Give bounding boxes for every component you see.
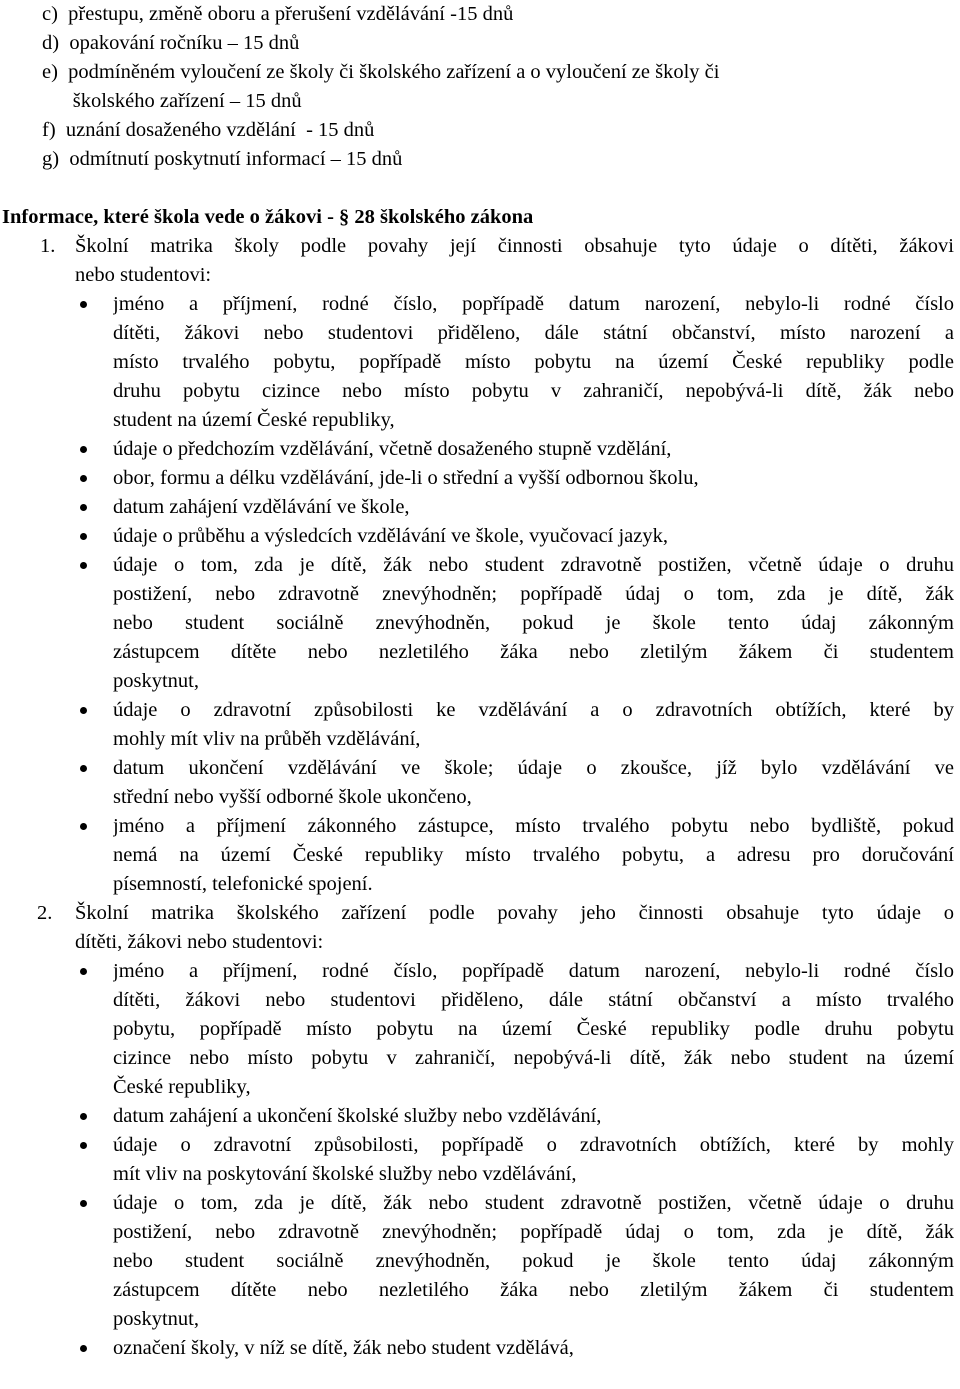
list-item-line: datum zahájení vzdělávání ve škole, — [113, 496, 410, 518]
list-item-line: mít vliv na poskytování školské služby nebo vzdělávání, — [113, 1163, 577, 1185]
paragraph-line: Školní matrika školského zařízení podle povahy jeho činnosti obsahuje tyto údaje o — [75, 902, 954, 924]
list-item-line: postižení, nebo zdravotně znevýhodněn; popřípadě údaj o tom, zda je dítě, žák — [113, 583, 954, 605]
list-item-line: údaje o zdravotní způsobilosti, popřípadě o zdravotních obtížích, které by mohly — [113, 1134, 954, 1156]
list-item-line: zástupcem dítěte nebo nezletilého žáka nebo zletilým žákem či studentem — [113, 1279, 954, 1301]
bullet-icon — [80, 1200, 87, 1207]
section-number: 1. — [40, 235, 56, 257]
list-item-line: údaje o předchozím vzdělávání, včetně dosaženého stupně vzdělání, — [113, 438, 672, 460]
paragraph-line: dítěti, žákovi nebo studentovi: — [75, 931, 324, 953]
list-item-line: nemá na území České republiky místo trvalého pobytu, a adresu pro doručování — [113, 844, 954, 866]
list-item-line: druhu pobytu cizince nebo místo pobytu v zahraničí, nepobývá-li dítě, žák nebo — [113, 380, 954, 402]
list-item-line: dítěti, žákovi nebo studentovi přiděleno, dále státní občanství, místo narození a — [113, 322, 954, 344]
list-item-line: dítěti, žákovi nebo studentovi přiděleno, dále státní občanství a místo trvalého — [113, 989, 954, 1011]
list-item-line: střední nebo vyšší odborné škole ukončeno, — [113, 786, 472, 808]
list-item: c) přestupu, změně oboru a přerušení vzdělávání -15 dnů — [42, 3, 514, 25]
bullet-icon — [80, 562, 87, 569]
list-item-line: poskytnut, — [113, 670, 199, 692]
list-item-line: jméno a příjmení zákonného zástupce, místo trvalého pobytu nebo bydliště, pokud — [113, 815, 954, 837]
list-item-line: poskytnut, — [113, 1308, 199, 1330]
list-item-line: student na území České republiky, — [113, 409, 395, 431]
list-item-line: datum ukončení vzdělávání ve škole; údaje o zkoušce, jíž bylo vzdělávání ve — [113, 757, 954, 779]
list-item-line: písemností, telefonické spojení. — [113, 873, 373, 895]
list-item: f) uznání dosaženého vzdělání - 15 dnů — [42, 119, 375, 141]
bullet-icon — [80, 1113, 87, 1120]
bullet-icon — [80, 301, 87, 308]
list-item-line: místo trvalého pobytu, popřípadě místo pobytu na území České republiky podle — [113, 351, 954, 373]
bullet-icon — [80, 533, 87, 540]
list-item: g) odmítnutí poskytnutí informací – 15 dnů — [42, 148, 403, 170]
section-number: 2. — [37, 902, 53, 924]
list-item-line: údaje o tom, zda je dítě, žák nebo student zdravotně postižen, včetně údaje o druhu — [113, 554, 954, 576]
list-item-line: nebo student sociálně znevýhodněn, pokud je škole tento údaj zákonným — [113, 1250, 954, 1272]
list-item: e) podmíněném vyloučení ze školy či školského zařízení a o vyloučení ze školy či — [42, 61, 720, 83]
list-item-line: cizince nebo místo pobytu v zahraničí, nepobývá-li dítě, žák nebo student na území — [113, 1047, 954, 1069]
list-item: d) opakování ročníku – 15 dnů — [42, 32, 300, 54]
bullet-icon — [80, 1142, 87, 1149]
list-item-line: údaje o zdravotní způsobilosti ke vzdělávání a o zdravotních obtížích, které by — [113, 699, 954, 721]
bullet-icon — [80, 446, 87, 453]
bullet-icon — [80, 707, 87, 714]
paragraph-line: Školní matrika školy podle povahy její činnosti obsahuje tyto údaje o dítěti, žákovi — [75, 235, 954, 257]
paragraph-line: nebo studentovi: — [75, 264, 212, 286]
bullet-icon — [80, 1345, 87, 1352]
list-item-line: pobytu, popřípadě místo pobytu na území České republiky podle druhu pobytu — [113, 1018, 954, 1040]
list-item-line: postižení, nebo zdravotně znevýhodněn; popřípadě údaj o tom, zda je dítě, žák — [113, 1221, 954, 1243]
bullet-icon — [80, 823, 87, 830]
list-item: školského zařízení – 15 dnů — [42, 90, 302, 112]
list-item-line: jméno a příjmení, rodné číslo, popřípadě datum narození, nebylo-li rodné číslo — [113, 293, 954, 315]
list-item-line: jméno a příjmení, rodné číslo, popřípadě datum narození, nebylo-li rodné číslo — [113, 960, 954, 982]
bullet-icon — [80, 504, 87, 511]
list-item-line: mohly mít vliv na průběh vzdělávání, — [113, 728, 421, 750]
list-item-line: obor, formu a délku vzdělávání, jde-li o střední a vyšší odbornou školu, — [113, 467, 699, 489]
bullet-icon — [80, 475, 87, 482]
list-item-line: údaje o tom, zda je dítě, žák nebo student zdravotně postižen, včetně údaje o druhu — [113, 1192, 954, 1214]
list-item-line: České republiky, — [113, 1076, 251, 1098]
list-item-line: označení školy, v níž se dítě, žák nebo student vzdělává, — [113, 1337, 574, 1359]
list-item-line: datum zahájení a ukončení školské služby nebo vzdělávání, — [113, 1105, 602, 1127]
list-item-line: zástupcem dítěte nebo nezletilého žáka nebo zletilým žákem či studentem — [113, 641, 954, 663]
list-item-line: nebo student sociálně znevýhodněn, pokud je škole tento údaj zákonným — [113, 612, 954, 634]
section-heading: Informace, které škola vede o žákovi - § 28 školského zákona — [2, 206, 534, 228]
list-item-line: údaje o průběhu a výsledcích vzdělávání ve škole, vyučovací jazyk, — [113, 525, 669, 547]
bullet-icon — [80, 765, 87, 772]
bullet-icon — [80, 968, 87, 975]
